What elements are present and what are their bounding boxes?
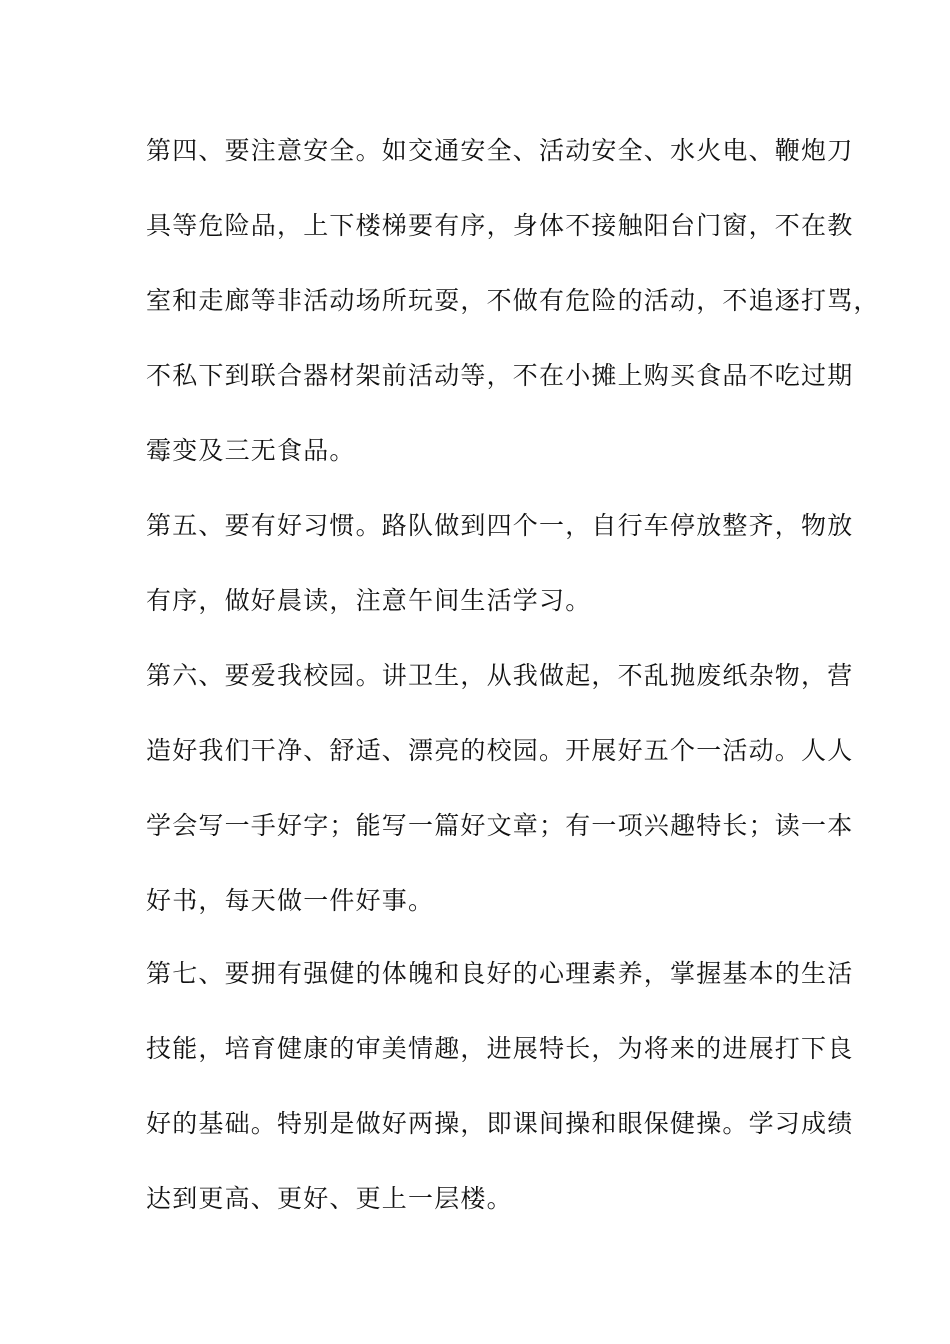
paragraph-7-line-4: 达到更高、更好、更上一层楼。 — [146, 1184, 513, 1213]
paragraph-6-line-2: 造好我们干净、舒适、漂亮的校园。开展好五个一活动。人人 — [146, 736, 854, 765]
paragraph-6-line-1: 第六、要爱我校园。讲卫生，从我做起，不乱抛废纸杂物，营 — [146, 661, 854, 690]
paragraph-4-line-2: 具等危险品，上下楼梯要有序，身体不接触阳台门窗，不在教 — [146, 211, 854, 240]
paragraph-7-line-3: 好的基础。特别是做好两操，即课间操和眼保健操。学习成绩 — [146, 1109, 854, 1138]
paragraph-4-line-5: 霉变及三无食品。 — [146, 436, 356, 465]
paragraph-4-line-1: 第四、要注意安全。如交通安全、活动安全、水火电、鞭炮刀 — [146, 136, 854, 165]
paragraph-7-line-1: 第七、要拥有强健的体魄和良好的心理素养，掌握基本的生活 — [146, 959, 854, 988]
paragraph-6-line-4: 好书，每天做一件好事。 — [146, 886, 435, 915]
paragraph-5-line-2: 有序，做好晨读，注意午间生活学习。 — [146, 586, 592, 615]
paragraph-4-line-3: 室和走廊等非活动场所玩耍，不做有危险的活动，不追逐打骂， — [146, 286, 880, 315]
paragraph-5-line-1: 第五、要有好习惯。路队做到四个一，自行车停放整齐，物放 — [146, 511, 854, 540]
paragraph-6-line-3: 学会写一手好字；能写一篇好文章；有一项兴趣特长；读一本 — [146, 811, 854, 840]
paragraph-4-line-4: 不私下到联合器材架前活动等，不在小摊上购买食品不吃过期 — [146, 361, 854, 390]
paragraph-7-line-2: 技能，培育健康的审美情趣，进展特长，为将来的进展打下良 — [146, 1034, 854, 1063]
